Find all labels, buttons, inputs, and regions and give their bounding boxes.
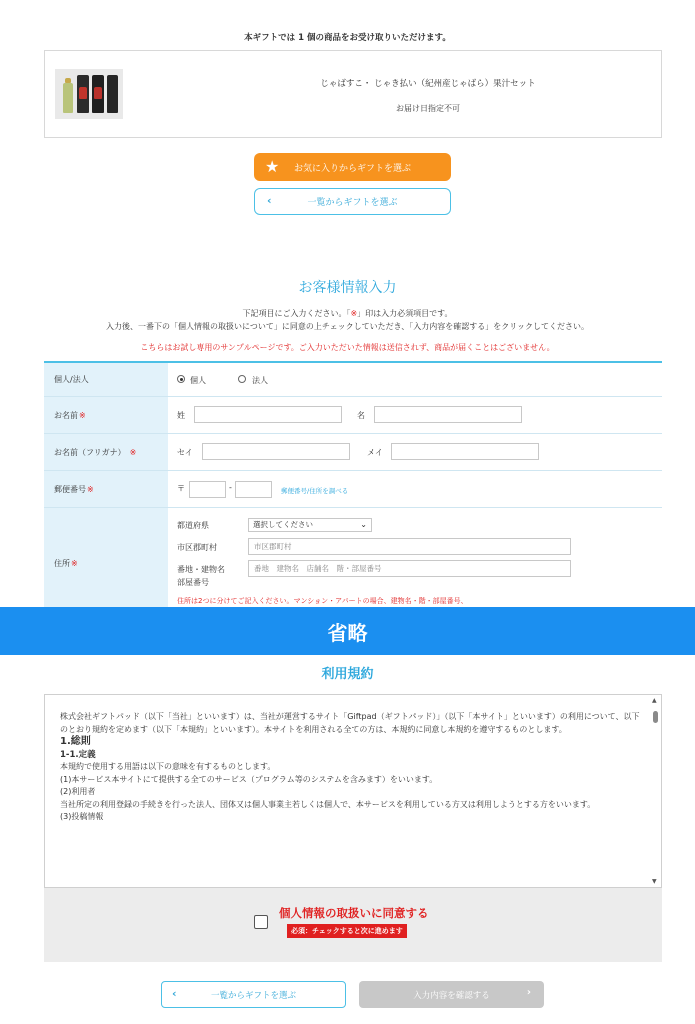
city-label: 市区郡町村 [177, 543, 217, 552]
terms-intro: 株式会社ギフトパッド（以下「当社」といいます）は、当社が運営するサイト「Giftpad（ギフトパッド）」（以下「本サイト」といいます）の利用について、以下のとおり規約を定めます（以下「本規約」といいます）。本サイトを利用される全ての方は、本規約に同意し本規約を遵守するものとします。 [60, 712, 640, 734]
last-name-label: 姓 [177, 411, 185, 420]
scroll-up-icon[interactable]: ▲ [652, 697, 657, 704]
product-bottles-image [55, 69, 123, 119]
form-row-address [44, 508, 662, 618]
confirm-button[interactable] [359, 981, 544, 1008]
first-name-input[interactable] [374, 406, 522, 423]
customer-form [44, 361, 662, 611]
zip-label: 郵便番号 ※ [44, 471, 168, 507]
gift-list-button-label: 一覧からギフトを選ぶ [307, 198, 398, 208]
customer-info-title: お客様情報入力 [298, 280, 397, 296]
consent-checkbox[interactable] [254, 915, 268, 929]
intro-text-2: 入力後、一番下の「個人情報の取扱いについて」に同意の上チェックしていただき、「入力内容を確認する」をクリックしてください。 [106, 322, 589, 331]
zip-input-2[interactable] [235, 481, 272, 498]
terms-para-1: 本規約で使用する用語は以下の意味を有するものとします。 [60, 762, 276, 771]
zip-separator: - [229, 483, 232, 492]
scroll-thumb[interactable] [653, 711, 658, 723]
terms-para-4: 当社所定の利用登録の手続きを行った法人、団体又は個人事業主若しくは個人で、本サービスを利用している方又は利用しようとする方をいいます。 [60, 799, 596, 809]
street-label-1: 番地・建物名 [177, 565, 225, 574]
form-row-name [44, 397, 662, 434]
pref-label: 都道府県 [177, 521, 209, 530]
radio-corporate[interactable] [238, 375, 246, 383]
form-row-kana [44, 434, 662, 471]
confirm-button-label: 入力内容を確認する [413, 990, 490, 1001]
type-label: 個人/法人 [44, 363, 168, 396]
city-input[interactable]: 市区郡町村 [248, 538, 571, 555]
favorite-gift-button[interactable] [254, 153, 451, 181]
address-label: 住所 ※ [44, 508, 168, 618]
consent-label[interactable]: 個人情報の取扱いに同意する [279, 906, 429, 920]
star-icon: ★ [265, 157, 280, 176]
terms-scrollbar[interactable] [651, 697, 659, 885]
radio-corporate-label: 法人 [252, 376, 268, 385]
name-label: お名前 ※ [44, 397, 168, 433]
omitted-section-bar: 省略 [0, 607, 695, 655]
radio-personal-label: 個人 [190, 376, 206, 385]
form-row-type [44, 363, 662, 397]
first-kana-input[interactable] [391, 443, 539, 460]
gift-list-button-bottom[interactable] [161, 981, 346, 1008]
chevron-left-icon: ‹ [267, 194, 272, 207]
pref-select[interactable]: 選択してください ⌄ [248, 518, 372, 532]
scroll-down-icon[interactable]: ▼ [652, 878, 657, 885]
terms-heading-1-1: 1-1.定義 [60, 749, 96, 760]
terms-para-5: (3)投稿情報 [60, 812, 104, 821]
chevron-down-icon: ⌄ [360, 520, 367, 529]
terms-title: 利用規約 [321, 667, 374, 682]
terms-content [60, 711, 640, 824]
first-name-label: 名 [357, 411, 365, 420]
last-name-input[interactable] [194, 406, 342, 423]
terms-para-2: (1)本サービス本サイトにて提供する全てのサービス（プログラム等のシステムを含みます）をいいます。 [60, 774, 438, 784]
product-card [44, 50, 662, 138]
required-badge: 必須：チェックすると次に進めます [287, 924, 407, 938]
last-kana-label: セイ [177, 448, 193, 457]
terms-heading-1: 1.総則 [60, 736, 91, 747]
sample-page-notice: こちらはお試し専用のサンプルページです。ご入力いただいた情報は送信されず、商品が届くことはございません。 [140, 343, 555, 352]
zip-input-1[interactable] [189, 481, 226, 498]
street-input[interactable]: 番地 建物名 店舗名 階・部屋番号 [248, 560, 571, 577]
form-row-zip [44, 471, 662, 508]
gift-list-bottom-label: 一覧からギフトを選ぶ [210, 990, 296, 1001]
terms-para-3: (2)利用者 [60, 787, 96, 796]
zip-lookup-link[interactable]: 郵便番号/住所を調べる [281, 487, 349, 495]
chevron-left-icon: ‹ [172, 987, 177, 1000]
consent-area [44, 888, 662, 962]
intro-text-1: 下記項目にご入力ください。「※」印は入力必須項目です。 [242, 309, 453, 318]
radio-personal[interactable] [177, 375, 185, 383]
chevron-right-icon: › [526, 987, 531, 998]
first-kana-label: メイ [367, 448, 383, 457]
address-note: 住所は2つに分けてご記入ください。マンション・アパートの場合、建物名・階・部屋番号、 [177, 597, 468, 605]
favorite-button-label: お気に入りからギフトを選ぶ [293, 163, 411, 174]
street-label-2: 部屋番号 [177, 578, 209, 587]
gift-list-button[interactable] [254, 188, 451, 215]
gift-count-note: 本ギフトでは 1 個の商品をお受け取りいただけます。 [244, 33, 451, 43]
last-kana-input[interactable] [202, 443, 350, 460]
delivery-note: お届け日指定不可 [396, 104, 460, 113]
terms-scroll-box[interactable] [44, 694, 662, 888]
kana-label: お名前（フリガナ） ※ [44, 434, 168, 470]
zip-mark: 〒 [177, 484, 185, 493]
product-name: じゃばすこ・ じゃき払い（紀州産じゃばら）果汁セット [320, 79, 536, 89]
